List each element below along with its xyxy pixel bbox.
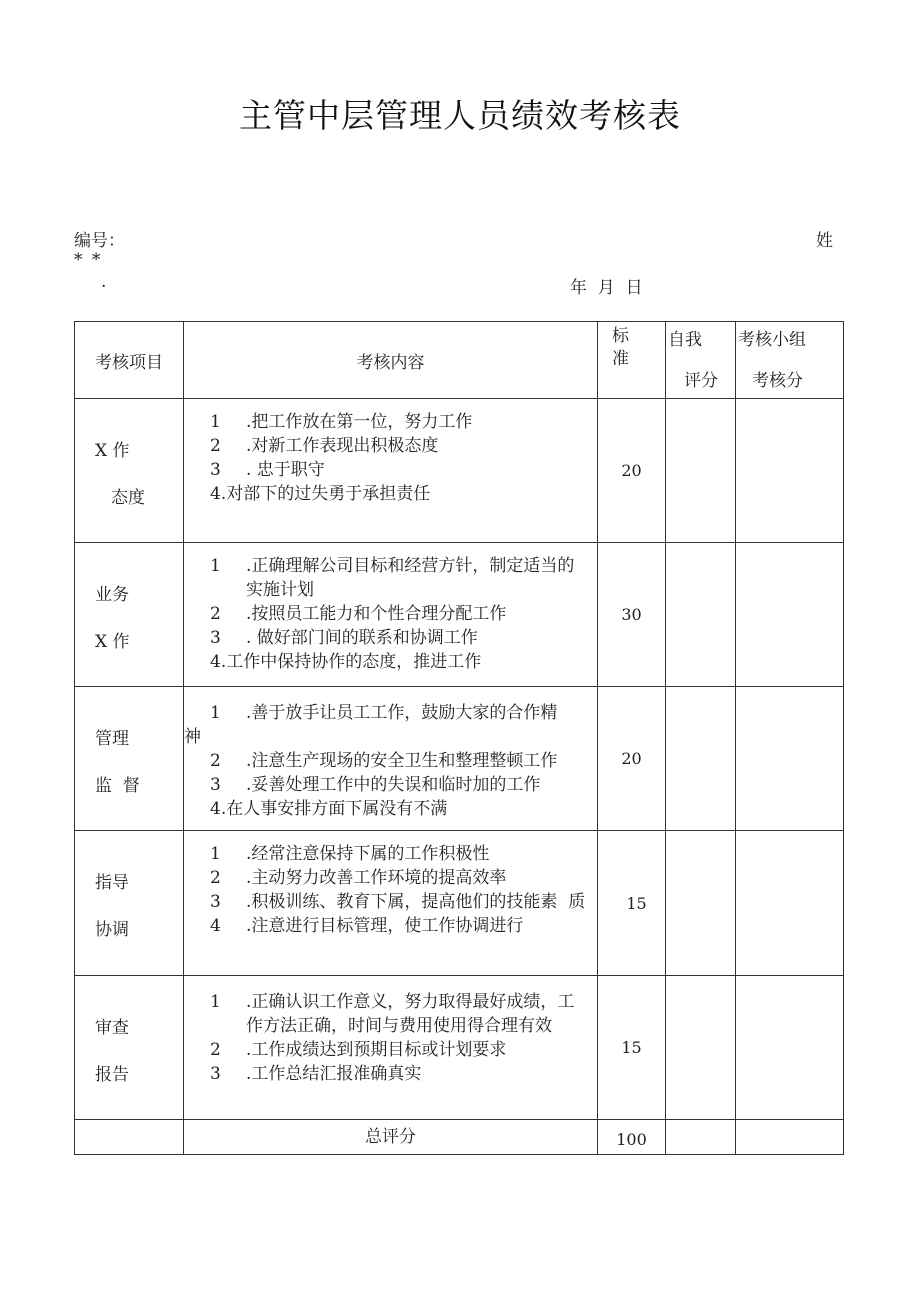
header-item: [75, 322, 184, 399]
content-item: [188, 990, 597, 1014]
number-label: 编号：: [74, 231, 125, 251]
category-line2: X 作: [95, 632, 130, 652]
total-label-cell: [184, 1120, 598, 1155]
group-score-cell[interactable]: [736, 976, 844, 1120]
total-score-cell: [598, 1120, 666, 1155]
content-cell: [184, 976, 598, 1120]
item-number: 2: [210, 1040, 221, 1060]
category-cell: [75, 976, 184, 1120]
header-standard: [598, 322, 666, 399]
content-item: [188, 1038, 597, 1062]
item-number: 2: [210, 436, 221, 456]
category-line2: 监 督: [95, 776, 140, 796]
standard-score: 30: [621, 605, 642, 624]
content-item: [188, 701, 597, 725]
item-text: 4.工作中保持协作的态度，推进工作: [210, 652, 482, 672]
category-line2: 协调: [95, 920, 129, 940]
total-row: [75, 1120, 844, 1155]
content-item: [188, 842, 597, 866]
item-number: 1: [210, 992, 221, 1012]
item-number: 1: [210, 703, 221, 723]
header-standard-line2: 准: [612, 349, 629, 369]
item-text: .工作总结汇报准确真实: [246, 1064, 422, 1084]
content-item: [188, 773, 597, 797]
standard-score-cell: [598, 976, 666, 1120]
content-item: [188, 797, 597, 821]
standard-score-cell: [598, 687, 666, 831]
item-text: . 做好部门间的联系和协调工作: [246, 628, 478, 648]
category-line1: 管理: [95, 729, 129, 749]
item-text: .正确认识工作意义，努力取得最好成绩，工: [246, 992, 575, 1012]
content-cell: [184, 687, 598, 831]
category-line2: 报告: [95, 1065, 129, 1085]
content-item: [188, 602, 597, 626]
item-text: 4.在人事安排方面下属没有不满: [210, 799, 448, 819]
header-content: [184, 322, 598, 399]
total-blank-cell: [75, 1120, 184, 1155]
item-text: 神: [184, 727, 201, 747]
item-text: .按照员工能力和个性合理分配工作: [246, 604, 507, 624]
content-item: [188, 1014, 597, 1038]
total-self-score-cell[interactable]: [666, 1120, 736, 1155]
item-number: 1: [210, 844, 221, 864]
item-number: 1: [210, 556, 221, 576]
evaluation-table: [74, 321, 844, 1155]
category-cell: [75, 399, 184, 543]
standard-score-cell: [598, 543, 666, 687]
item-number: 2: [210, 751, 221, 771]
content-item: [188, 578, 597, 602]
item-text: . 忠于职守: [246, 460, 325, 480]
item-number: 3: [210, 1064, 221, 1084]
self-score-cell[interactable]: [666, 399, 736, 543]
self-score-cell[interactable]: [666, 543, 736, 687]
standard-score: 15: [626, 893, 647, 913]
table-header-row: [75, 322, 844, 399]
self-score-cell[interactable]: [666, 976, 736, 1120]
content-item: [188, 914, 597, 938]
self-score-cell[interactable]: [666, 831, 736, 976]
item-text: 4.对部下的过失勇于承担责任: [210, 484, 431, 504]
item-text: .注意进行目标管理，使工作协调进行: [246, 916, 524, 936]
table-row: [75, 687, 844, 831]
total-score: 100: [616, 1129, 647, 1149]
standard-score-cell: [598, 399, 666, 543]
item-number: 3: [210, 892, 221, 912]
content-item: [188, 866, 597, 890]
content-cell: [184, 831, 598, 976]
total-label: 总评分: [365, 1127, 416, 1147]
item-number: 3: [210, 775, 221, 795]
item-text: 作方法正确，时间与费用使用得合理有效: [246, 1016, 552, 1036]
content-cell: [184, 399, 598, 543]
item-text: .妥善处理工作中的失误和临时加的工作: [246, 775, 541, 795]
item-text: .善于放手让员工工作，鼓励大家的合作精: [246, 703, 558, 723]
item-number: 4: [210, 916, 221, 936]
category-line1: X 作: [95, 441, 130, 461]
category-line1: 审查: [95, 1018, 129, 1038]
item-text: .正确理解公司目标和经营方针，制定适当的: [246, 556, 575, 576]
content-item: [188, 410, 597, 434]
name-label: 姓: [816, 231, 833, 251]
category-line1: 指导: [95, 873, 129, 893]
content-item: [188, 434, 597, 458]
item-text: .经常注意保持下属的工作积极性: [246, 844, 490, 864]
item-text: .把工作放在第一位，努力工作: [246, 412, 473, 432]
category-cell: [75, 831, 184, 976]
table-row: [75, 399, 844, 543]
item-number: 2: [210, 868, 221, 888]
content-item: [188, 626, 597, 650]
group-score-cell[interactable]: [736, 543, 844, 687]
content-item: [188, 554, 597, 578]
content-item: [188, 482, 597, 506]
header-content-label: 考核内容: [356, 352, 425, 373]
standard-score: 20: [621, 749, 642, 768]
group-score-cell[interactable]: [736, 831, 844, 976]
table-row: [75, 543, 844, 687]
self-score-cell[interactable]: [666, 687, 736, 831]
item-number: 1: [210, 412, 221, 432]
category-cell: [75, 543, 184, 687]
item-text: .注意生产现场的安全卫生和整理整顿工作: [246, 751, 558, 771]
header-group-line1: 考核小组: [738, 330, 806, 350]
header-group-line2: 考核分: [752, 371, 803, 391]
page-title: 主管中层管理人员绩效考核表: [239, 96, 681, 135]
category-line2: 态度: [111, 488, 145, 508]
header-group-score: [736, 322, 844, 399]
item-number: 2: [210, 604, 221, 624]
date-label: 年 月 日: [570, 278, 643, 298]
group-score-cell[interactable]: [736, 687, 844, 831]
stars-mark: * *: [74, 250, 103, 270]
header-self-line1: 自我: [668, 330, 702, 350]
content-item: [188, 650, 597, 674]
item-text: .主动努力改善工作环境的提高效率: [246, 868, 507, 888]
content-item: [188, 458, 597, 482]
category-cell: [75, 687, 184, 831]
item-text: 实施计划: [246, 580, 314, 600]
content-item: [188, 890, 597, 914]
standard-score: 20: [621, 461, 642, 480]
header-self-line2: 评分: [684, 371, 718, 391]
total-group-score-cell[interactable]: [736, 1120, 844, 1155]
header-item-label: 考核项目: [95, 352, 163, 373]
item-number: 3: [210, 460, 221, 480]
item-text: .工作成绩达到预期目标或计划要求: [246, 1040, 507, 1060]
header-self-score: [666, 322, 736, 399]
standard-score: 15: [621, 1038, 642, 1057]
header-standard-line1: 标: [612, 326, 629, 346]
item-text: .对新工作表现出积极态度: [246, 436, 439, 456]
standard-score-cell: [598, 831, 666, 976]
content-item: [188, 749, 597, 773]
dot-mark: .: [101, 272, 107, 292]
group-score-cell[interactable]: [736, 399, 844, 543]
content-cell: [184, 543, 598, 687]
content-item: [184, 725, 597, 749]
item-number: 3: [210, 628, 221, 648]
content-item: [188, 1062, 597, 1086]
table-row: [75, 976, 844, 1120]
category-line1: 业务: [95, 585, 129, 605]
item-text: .积极训练、教育下属，提高他们的技能素 质: [246, 892, 586, 912]
table-row: [75, 831, 844, 976]
